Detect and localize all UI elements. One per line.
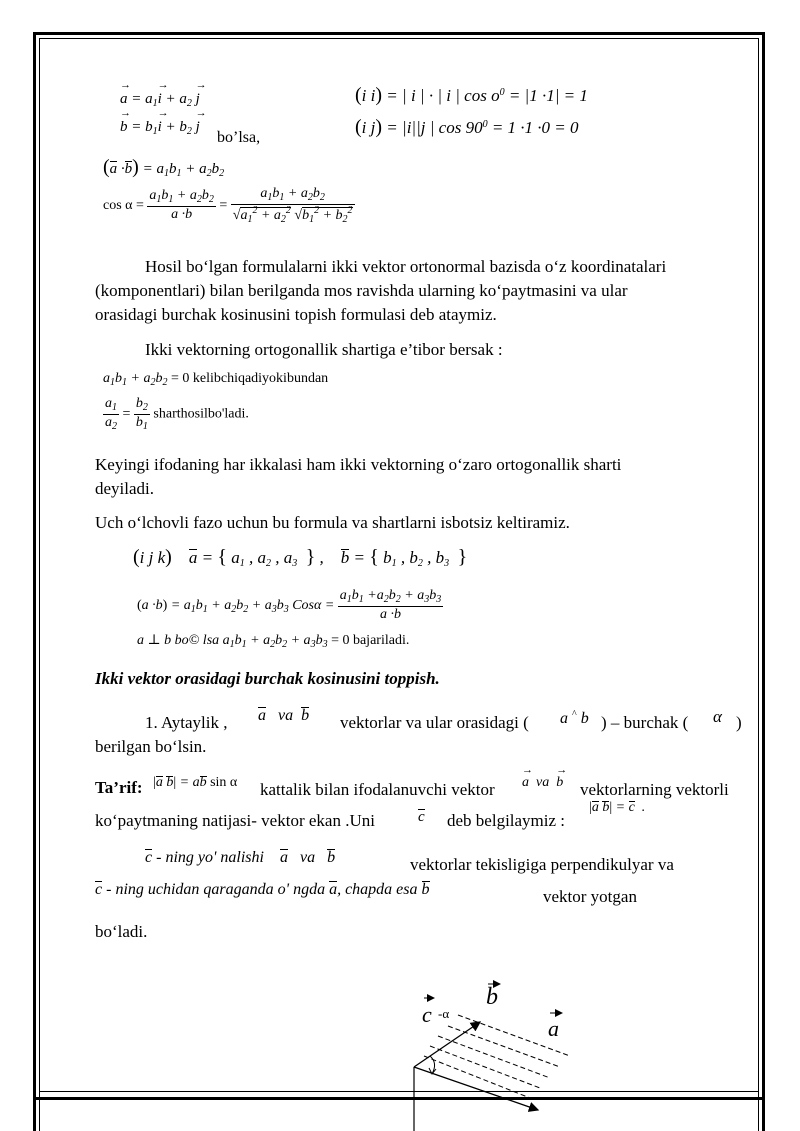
- definition-mid: kattalik bilan ifodalanuvchi vektor: [260, 780, 495, 799]
- c-line-2-b: , chapda esa: [337, 881, 418, 898]
- formula-cross-product: |a b| = ab sin α: [153, 775, 238, 790]
- formula-3d-dot: $(a \cdot b) = a_1b_1 + a_2b_2 + a_3b_3$ Cosα = $\frac{a_1b_1 +a_2b_2 + a_3b_3}{a \cdot b}$: [137, 588, 442, 622]
- paragraph-4: Uch o‘lchovli fazo uchun bu formula va shartlarni isbotsiz keltiramiz.: [95, 513, 570, 532]
- definition-label: Ta’rif:: [95, 778, 143, 797]
- alpha-symbol: α: [713, 707, 722, 726]
- paragraph-5-mid: vektorlar va ular orasidagi (: [340, 713, 529, 732]
- c-symbol: c: [418, 809, 425, 825]
- vector-figure: [400, 970, 600, 1131]
- formula-3d-vectors: (i j k) a = { $a_1$ , $a_2$ , $a_3$ } , b = { $b_1$ , $b_2$ , $b_3$ }: [133, 546, 468, 569]
- paragraph-2: Ikki vektorning ortogonallik shartiga e’tibor bersak :: [145, 340, 503, 359]
- formula-i-i: (i i) = | i | · | i | $\cos o^0 = |1 \cdot 1| = 1$: [355, 84, 588, 106]
- formula-i-j: (i j) = |i||j | $\cos 90^0 = 1 \cdot 1 \cdot 0 = 0$: [355, 116, 579, 138]
- paragraph-1-line-3: orasidagi burchak kosinusini topish formulasi deb ataymiz.: [95, 305, 497, 324]
- c-line-1-va: va: [299, 849, 316, 866]
- definition-line-2: ko‘paytmaning natijasi- vektor ekan .Uni: [95, 811, 375, 830]
- figure-label-b: b: [486, 984, 498, 1010]
- paragraph-3-line-1: Keyingi ifodaning har ikkalasi ham ikki vektorning o‘zaro ortogonallik sharti: [95, 455, 622, 474]
- text-bolsa: bo’lsa,: [217, 129, 261, 146]
- formula-3d-perpendicular: a ⊥ b bo© lsa $a_1b_1 + a_2b_2 + a_3b_3 = 0$ bajariladi.: [137, 633, 410, 650]
- paragraph-3-line-2: deyiladi.: [95, 479, 155, 498]
- formula-c-definition: |a b| = c .: [589, 800, 646, 815]
- bajariladi-text: bajariladi.: [352, 633, 410, 648]
- formula-cosine: cos α = $\frac{a_1b_1 + a_2b_2}{a \cdot b}$ = $\frac{a_1b_1 + a_2b_2}{√a_1^2 + a_2^2 √b_1^2 + b_2^2}$: [103, 186, 353, 225]
- c-direction-line-2-end: vektor yotgan: [543, 887, 637, 906]
- formula-dot-product: $(a \cdot b) = a_1b_1 + a_2b_2$: [103, 156, 225, 179]
- c-direction-line-1: c - ning yo' nalishi a va b: [145, 849, 336, 866]
- c-line-1-text: - ning yo' nalishi: [156, 849, 264, 866]
- paragraph-1-line-2: (komponentlari) bilan berilganda mos ravishda ularning ko‘paytmasini va ular: [95, 281, 628, 300]
- formula-a-definition: → $a = a_1\to i + a_2 \to j$: [120, 90, 200, 110]
- paragraph-5-close: ): [736, 713, 742, 732]
- definition-line-2b: deb belgilaymiz :: [447, 811, 566, 830]
- perp-bolsa-text: bo© lsa: [174, 633, 220, 648]
- formula-a-va-b-vec: → a va → b: [522, 775, 563, 792]
- orthogonality-2-text: sharthosilbo'ladi.: [153, 406, 249, 422]
- c-line-2-text: - ning uchidan qaraganda o' ngda: [106, 881, 326, 898]
- section-heading: Ikki vektor orasidagi burchak kosinusini toppish.: [95, 669, 440, 688]
- formula-orthogonality-2: $\frac{a_1}{a_2}$ = $\frac{b_2}{b_1}$ sharthosilbo'ladi.: [105, 396, 249, 432]
- figure-label-c: c: [422, 1002, 432, 1027]
- c-direction-line-3: bo‘ladi.: [95, 922, 148, 941]
- paragraph-1-line-1: Hosil bo‘lgan formulalarni ikki vektor ortonormal bazisda o‘z koordinatalari: [145, 257, 667, 276]
- formula-a-va-b: a va b: [258, 707, 310, 724]
- figure-label-a: a: [548, 1016, 559, 1041]
- formula-b-definition: → $b = b_1\to i + b_2 \to j$: [120, 118, 200, 138]
- definition-end: vektorlarning vektorli: [580, 780, 729, 799]
- formula-a-hat-b: a ^ b: [560, 709, 589, 727]
- c-direction-line-1-end: vektorlar tekisligiga perpendikulyar va: [410, 855, 674, 874]
- paragraph-5-line-2: berilgan bo‘lsin.: [95, 737, 207, 756]
- figure-label-alpha: -α: [438, 1006, 450, 1021]
- page-bottom-rule: [33, 1097, 765, 1100]
- paragraph-5-end: ) – burchak (: [601, 713, 689, 732]
- c-direction-line-2: c - ning uchidan qaraganda o' ngda a, chapda esa b: [95, 881, 430, 898]
- vector-b-line: [414, 1022, 480, 1067]
- paragraph-5-start: 1. Aytaylik ,: [145, 713, 228, 732]
- formula-orthogonality-1: $a_1b_1 + a_2b_2 = 0$ kelibchiqadiyokibundan: [103, 371, 329, 388]
- orthogonality-1-text: kelibchiqadiyokibundan: [192, 371, 329, 386]
- page-bottom-rule-inner: [39, 1091, 759, 1092]
